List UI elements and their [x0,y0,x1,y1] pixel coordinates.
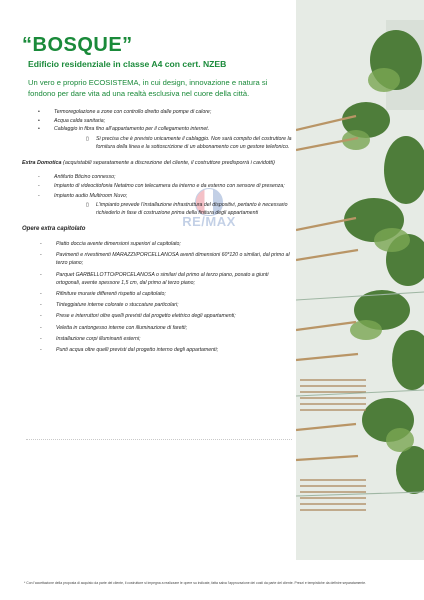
divider [26,439,292,440]
fibre-note [22,135,294,151]
domotics-note-text: L’impianto prevede l’installazione infrastruttura del dispositivi, pertanto è necessario richiederlo in fase di costruzione prima della finitura degli appartamenti [96,202,288,216]
intro-paragraph: Un vero e proprio ECOSISTEMA, in cui design, innovazione e natura si fondono per dare vita ad una realtà esclusiva nel cuore della città. [28,78,268,98]
fibre-note-text: Si precisa che è previsto unicamente il cablaggio. Non sarà compito del costruttore la fornitura della linea e la sottoscrizione di un abbonamento con un gestore telefonico. [96,135,292,150]
list-item: - Impianto audio Multiroom Nuvo; [22,192,294,200]
extra-heading: Opere extra capitolato [22,226,86,232]
list-item: - Prese e interruttori oltre quelli previsti dal progetto elettrico degli appartamenti; [22,312,294,320]
footnote: * Con l’accettazione della proposta di acquisto da parte del cliente, il costruttore si impegna a realizzare le opere su indicate, fatta salva l’approvazione dei costi da parte del cliente. Prezzi e tempistiche da definire separatamente. [24,581,367,585]
list-item: • Cablaggio in fibra fino all’appartamento per il collegamento internet. [22,125,294,134]
list-item: - Pavimenti e rivestimenti MARAZZI/PORCELLANOSA aventi dimensioni 60*120 o similari, dal primo al terzo piano; [22,251,294,267]
list-item: - Tinteggiature interne colorate o stuccature particolari; [22,301,294,309]
extra-works-list [22,240,294,354]
domotics-text: (acquistabili separatamente a discrezione del cliente, il costruttore predisporrà i cavidotti) [63,159,275,166]
domotics-list [22,173,294,200]
watermark-text: RE/MAX [182,214,236,229]
features-list [22,108,294,134]
note-marker-icon: ▯ [86,202,89,208]
domotics-heading: Extra Domotica [22,159,62,166]
list-item: - Rifiniture murarie differenti rispetto al capitolato; [22,290,294,298]
domotics-note [22,201,294,217]
list-item: - Parquet GARBELLOTTO/PORCELANOSA o similari dal primo al terzo piano, posato a giunti ortogonali, avente spessore 1,5 cm, dal primo al terzo piano; [22,271,294,287]
note-marker-icon: ▯ [86,135,89,142]
building-facade-photo [296,0,424,560]
list-item: - Impianto di videocitofonia Netatmo con telecamera da interno e da esterno con sensore di presenza; [22,182,294,190]
domotics-section [22,159,294,167]
list-item: - Installazione corpi illuminanti esterni; [22,335,294,343]
list-item: • Termoregolazione a zone con controllo diretto dalle pompe di calore; [22,108,294,117]
list-item: - Antifurto Bticino connesso; [22,173,294,181]
list-item: - Punti acqua oltre quelli previsti dal progetto interno degli appartamenti; [22,346,294,354]
list-item: - Veletta in cartongesso interne con illuminazione di faretti; [22,324,294,332]
list-item: • Acqua calda sanitaria; [22,117,294,126]
page-subtitle: Edificio residenziale in classe A4 con cert. NZEB [28,59,227,69]
page-title: “BOSQUE” [22,34,133,56]
list-item: - Piatto doccia avente dimensioni superiori al capitolato; [22,240,294,248]
document-body [22,34,294,357]
